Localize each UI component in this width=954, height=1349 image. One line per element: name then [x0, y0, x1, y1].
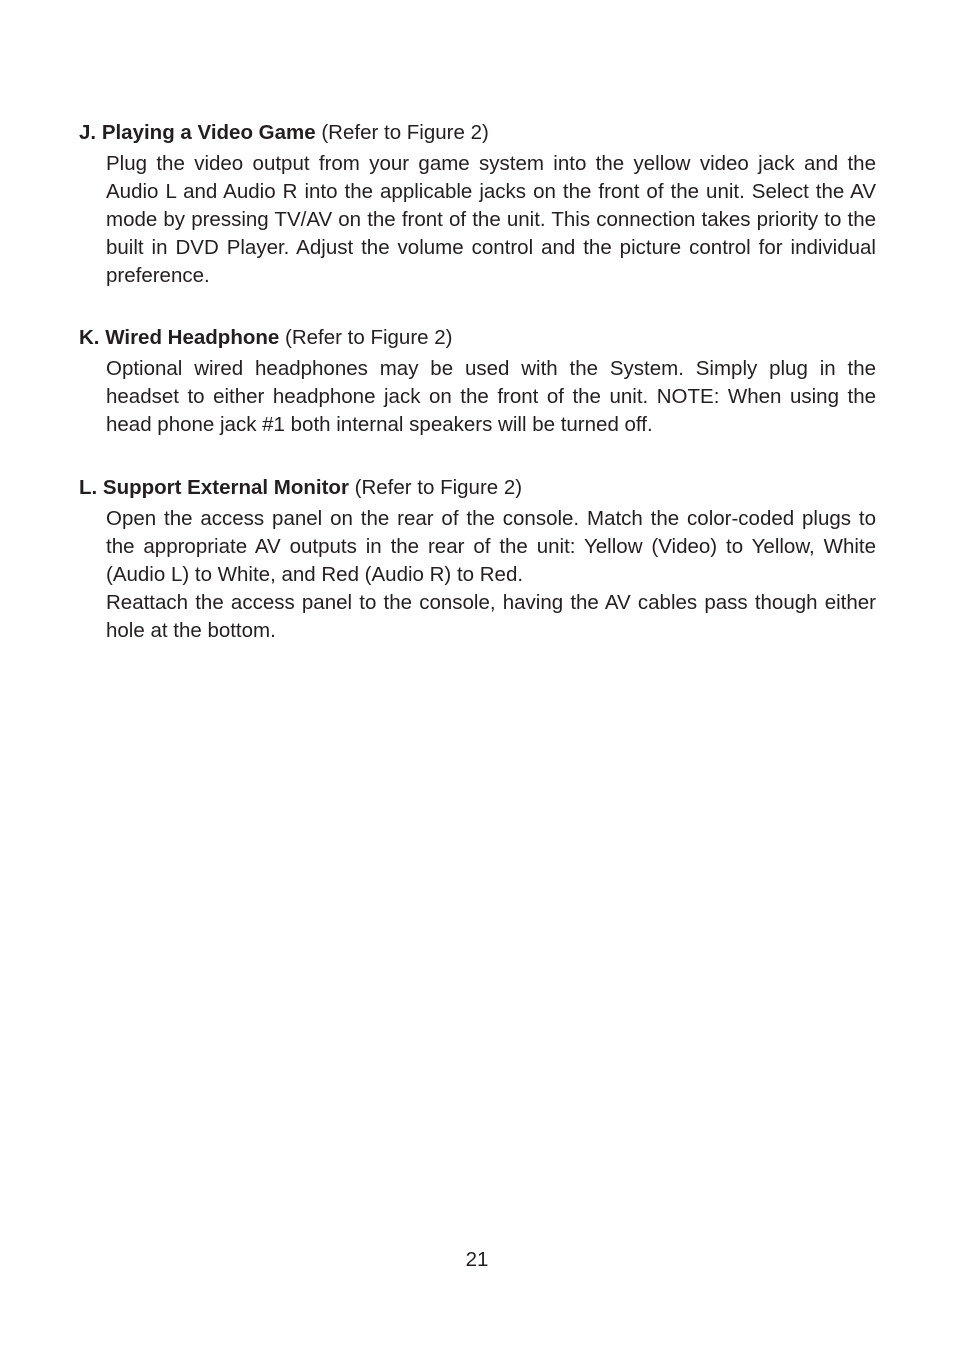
section-support-external-monitor [79, 474, 876, 645]
section-letter: L. [79, 476, 98, 499]
section-figure-reference: (Refer to Figure 2) [354, 476, 523, 499]
section-title: Support External Monitor [102, 476, 349, 499]
section-heading [79, 119, 876, 147]
section-title: Wired Headphone [105, 326, 280, 349]
section-paragraph: Open the access panel on the rear of the console. Match the color-coded plugs to the appropriate AV outputs in the rear of the unit: Yellow (Video) to Yellow, White (Audio L) to White, and Red (Audio R) to Red. [106, 507, 876, 586]
section-letter: K. [79, 326, 100, 349]
section-figure-reference: (Refer to Figure 2) [321, 121, 489, 144]
section-letter: J. [79, 121, 97, 144]
section-paragraph: Plug the video output from your game system into the yellow video jack and the Audio L and Audio R into the applicable jacks on the front of the unit. Select the AV mode by pressing TV/AV on the front of the unit. This connection takes priority to the built in DVD Player. Adjust the volume control and the picture control for individual preference. [106, 152, 876, 287]
section-paragraph: Reattach the access panel to the console, having the AV cables pass though either hole at the bottom. [106, 591, 876, 642]
section-heading [79, 324, 876, 352]
section-heading [79, 474, 876, 502]
section-title: Playing a Video Game [101, 121, 316, 144]
section-wired-headphone [79, 324, 876, 439]
section-paragraph: Optional wired headphones may be used with the System. Simply plug in the headset to either headphone jack on the front of the unit. NOTE: When using the head phone jack #1 both internal speakers will be turned off. [106, 357, 876, 436]
section-playing-video-game [79, 119, 876, 290]
page-number: 21 [465, 1248, 489, 1271]
section-figure-reference: (Refer to Figure 2) [285, 326, 453, 349]
